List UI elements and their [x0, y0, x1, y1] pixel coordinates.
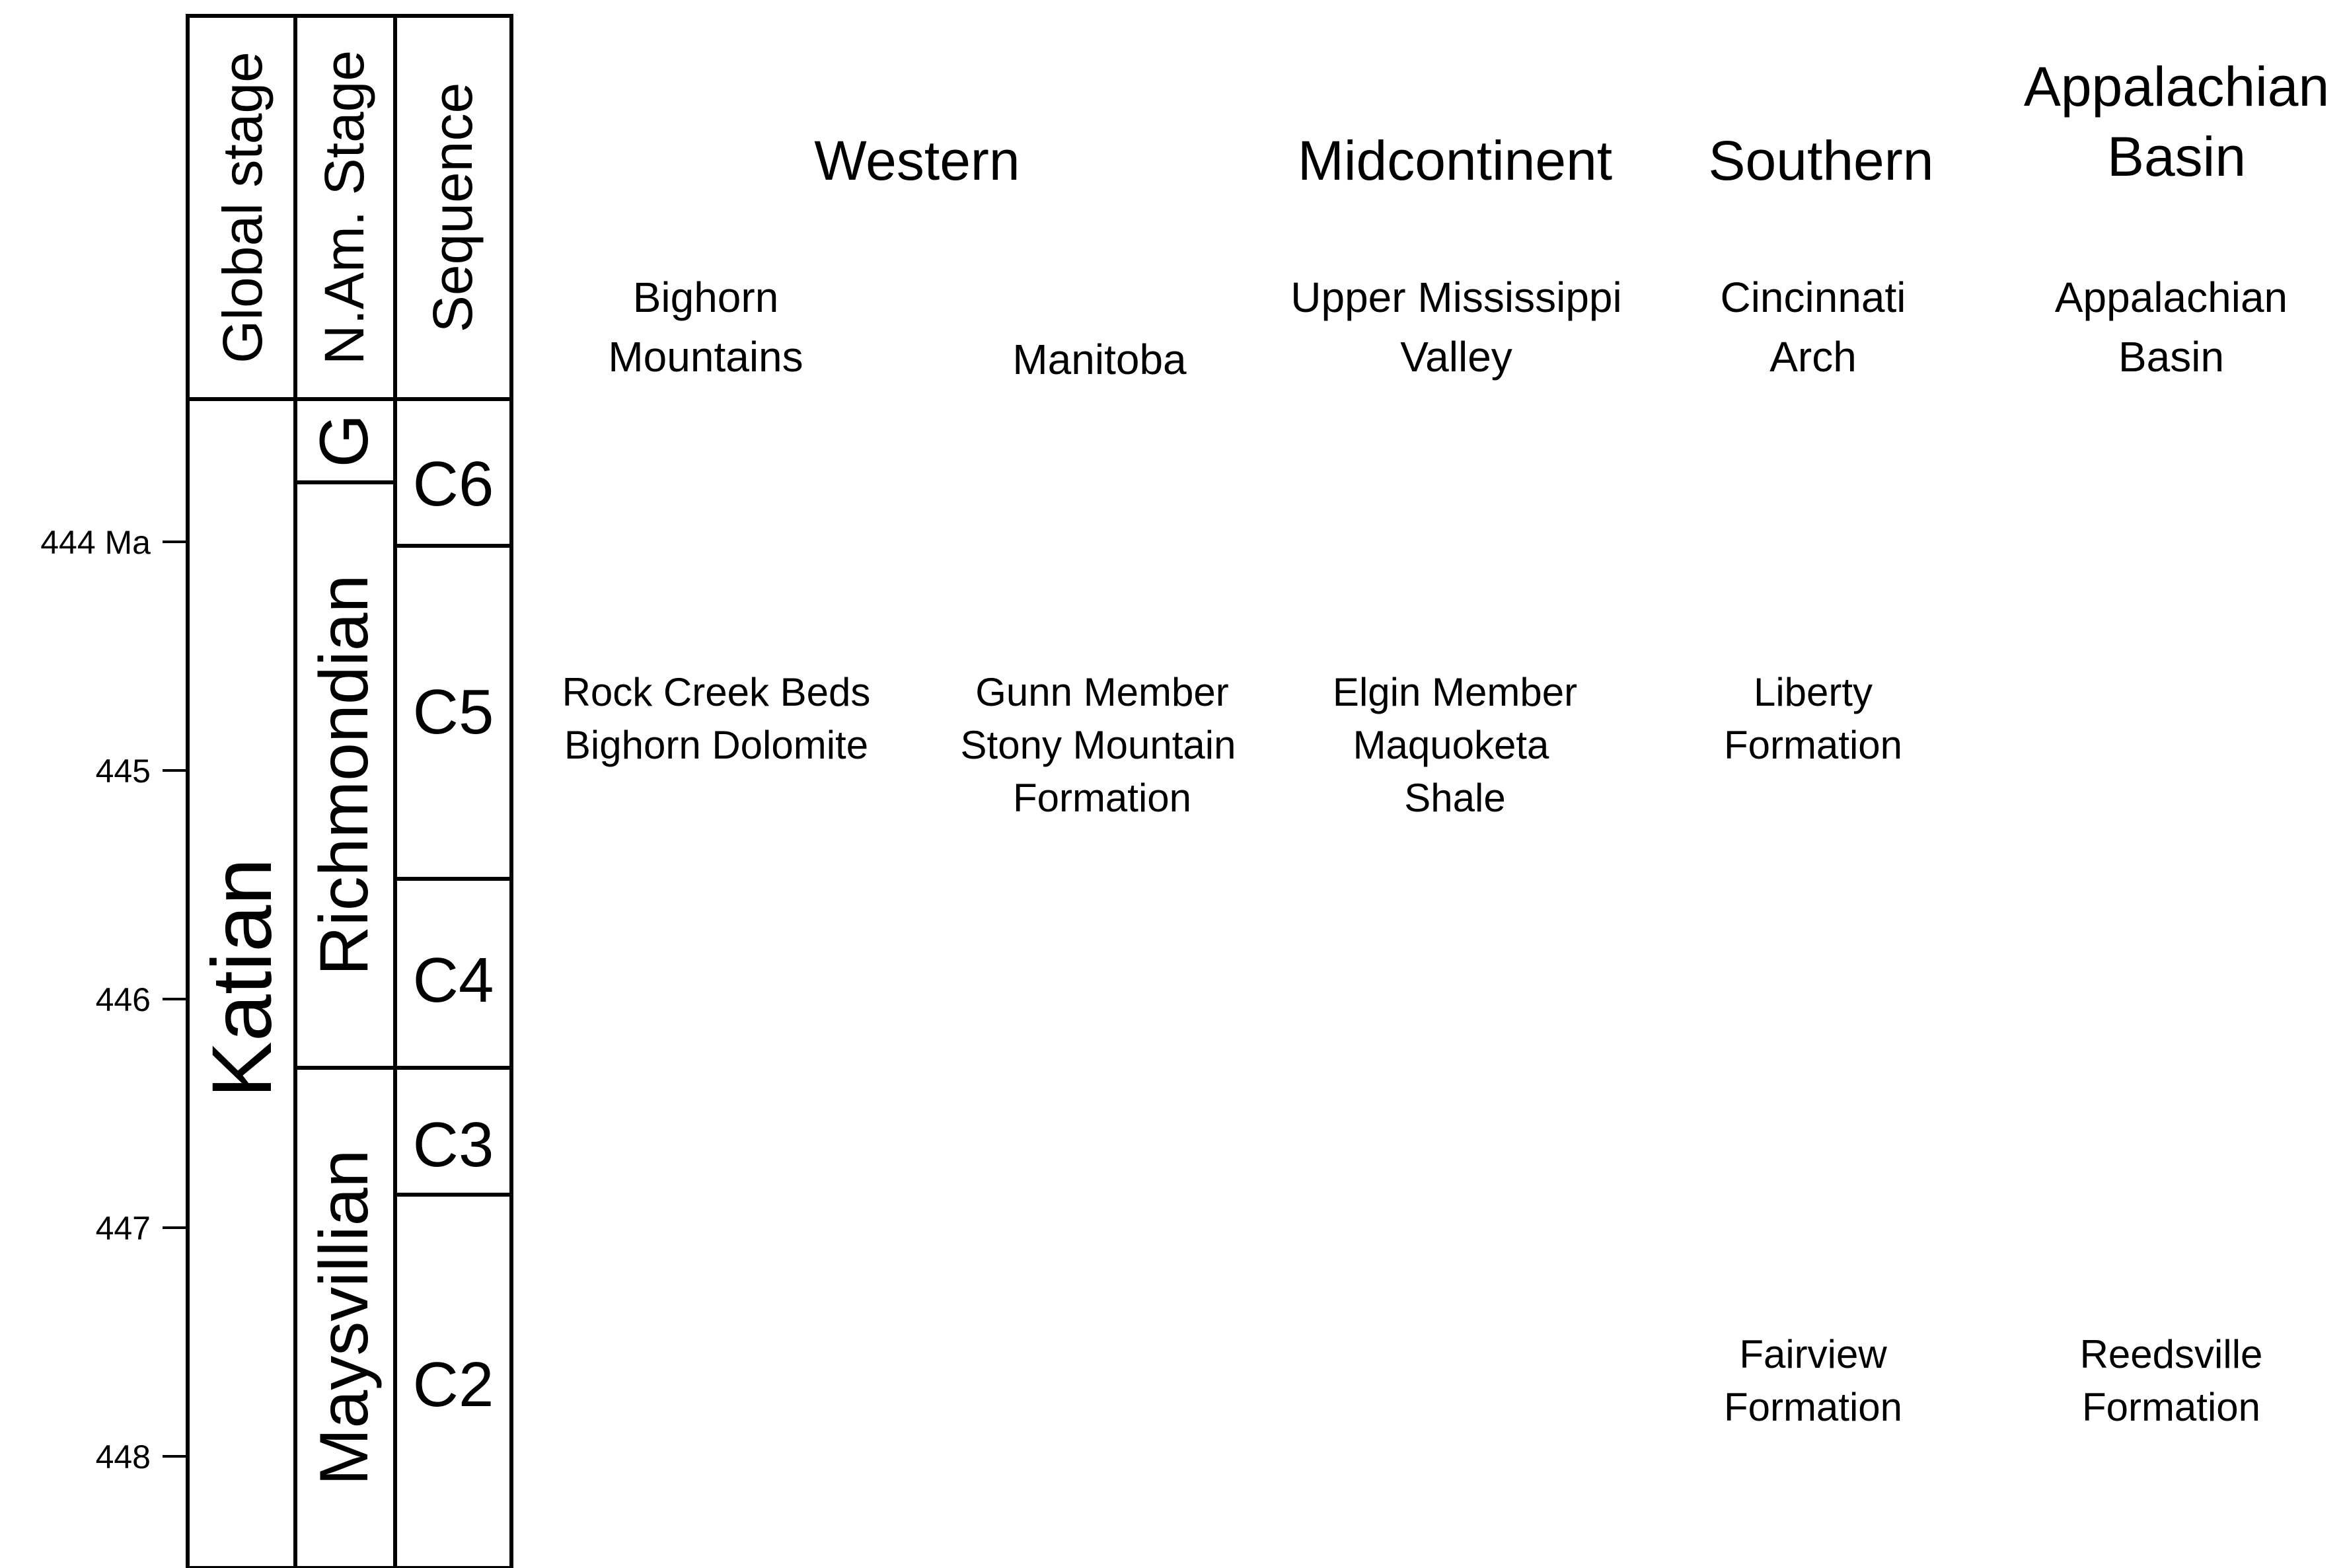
unit-manitoba-line1: Gunn Member [975, 670, 1229, 714]
na-stage-g: G [306, 414, 383, 468]
region-southern: Southern [1708, 130, 1934, 192]
header-na-stage: N.Am. Stage [313, 50, 375, 365]
unit-manitoba-line2: Stony Mountain [960, 723, 1236, 767]
sequence-c3: C3 [412, 1109, 494, 1180]
unit-midcontinent-line1: Elgin Member [1332, 670, 1578, 714]
unit-reedsville-line2: Formation [2081, 1385, 2261, 1429]
locality-upper-mississippi-line2: Valley [1400, 333, 1512, 381]
unit-liberty-line1: Liberty [1753, 670, 1873, 714]
unit-manitoba-line3: Formation [1012, 776, 1192, 820]
header-sequence: Sequence [422, 82, 484, 333]
unit-bighorn-line1: Rock Creek Beds [562, 670, 871, 714]
locality-bighorn-line2: Mountains [608, 333, 803, 381]
age-tick-label-448: 448 [95, 1438, 151, 1475]
locality-appalachian-basin-line2: Basin [2118, 333, 2225, 381]
na-stage-maysvillian: Maysvillian [306, 1149, 383, 1486]
global-stage-katian: Katian [195, 858, 289, 1098]
region-appalachian-line2: Basin [2106, 126, 2247, 188]
region-midcontinent: Midcontinent [1297, 130, 1613, 192]
region-appalachian-line1: Appalachian [2023, 56, 2330, 118]
unit-bighorn-line2: Bighorn Dolomite [564, 723, 869, 767]
locality-appalachian-basin-line1: Appalachian [2054, 274, 2288, 321]
age-tick-label-444: 444 Ma [40, 524, 151, 561]
sequence-c2: C2 [412, 1349, 494, 1420]
unit-reedsville-line1: Reedsville [2079, 1332, 2263, 1376]
age-axis [40, 524, 188, 1475]
age-tick-label-447: 447 [95, 1210, 151, 1247]
na-stage-richmondian: Richmondian [306, 574, 383, 976]
header-global-stage: Global stage [211, 52, 274, 363]
unit-fairview-line1: Fairview [1739, 1332, 1887, 1376]
unit-midcontinent-line2: Maquoketa [1353, 723, 1549, 767]
unit-liberty-line2: Formation [1723, 723, 1903, 767]
region-western: Western [814, 130, 1020, 192]
locality-upper-mississippi-line1: Upper Mississippi [1290, 274, 1622, 321]
sequence-c6: C6 [412, 449, 494, 519]
locality-bighorn-line1: Bighorn [632, 274, 779, 321]
sequence-c4: C4 [412, 945, 494, 1016]
locality-cincinnati-line1: Cincinnati [1720, 274, 1906, 321]
locality-cincinnati-line2: Arch [1769, 333, 1857, 381]
locality-manitoba: Manitoba [1012, 336, 1187, 383]
unit-fairview-line2: Formation [1723, 1385, 1903, 1429]
sequence-c5: C5 [412, 677, 494, 747]
age-tick-label-445: 445 [95, 753, 151, 790]
age-tick-label-446: 446 [95, 981, 151, 1018]
unit-midcontinent-line3: Shale [1404, 776, 1506, 820]
